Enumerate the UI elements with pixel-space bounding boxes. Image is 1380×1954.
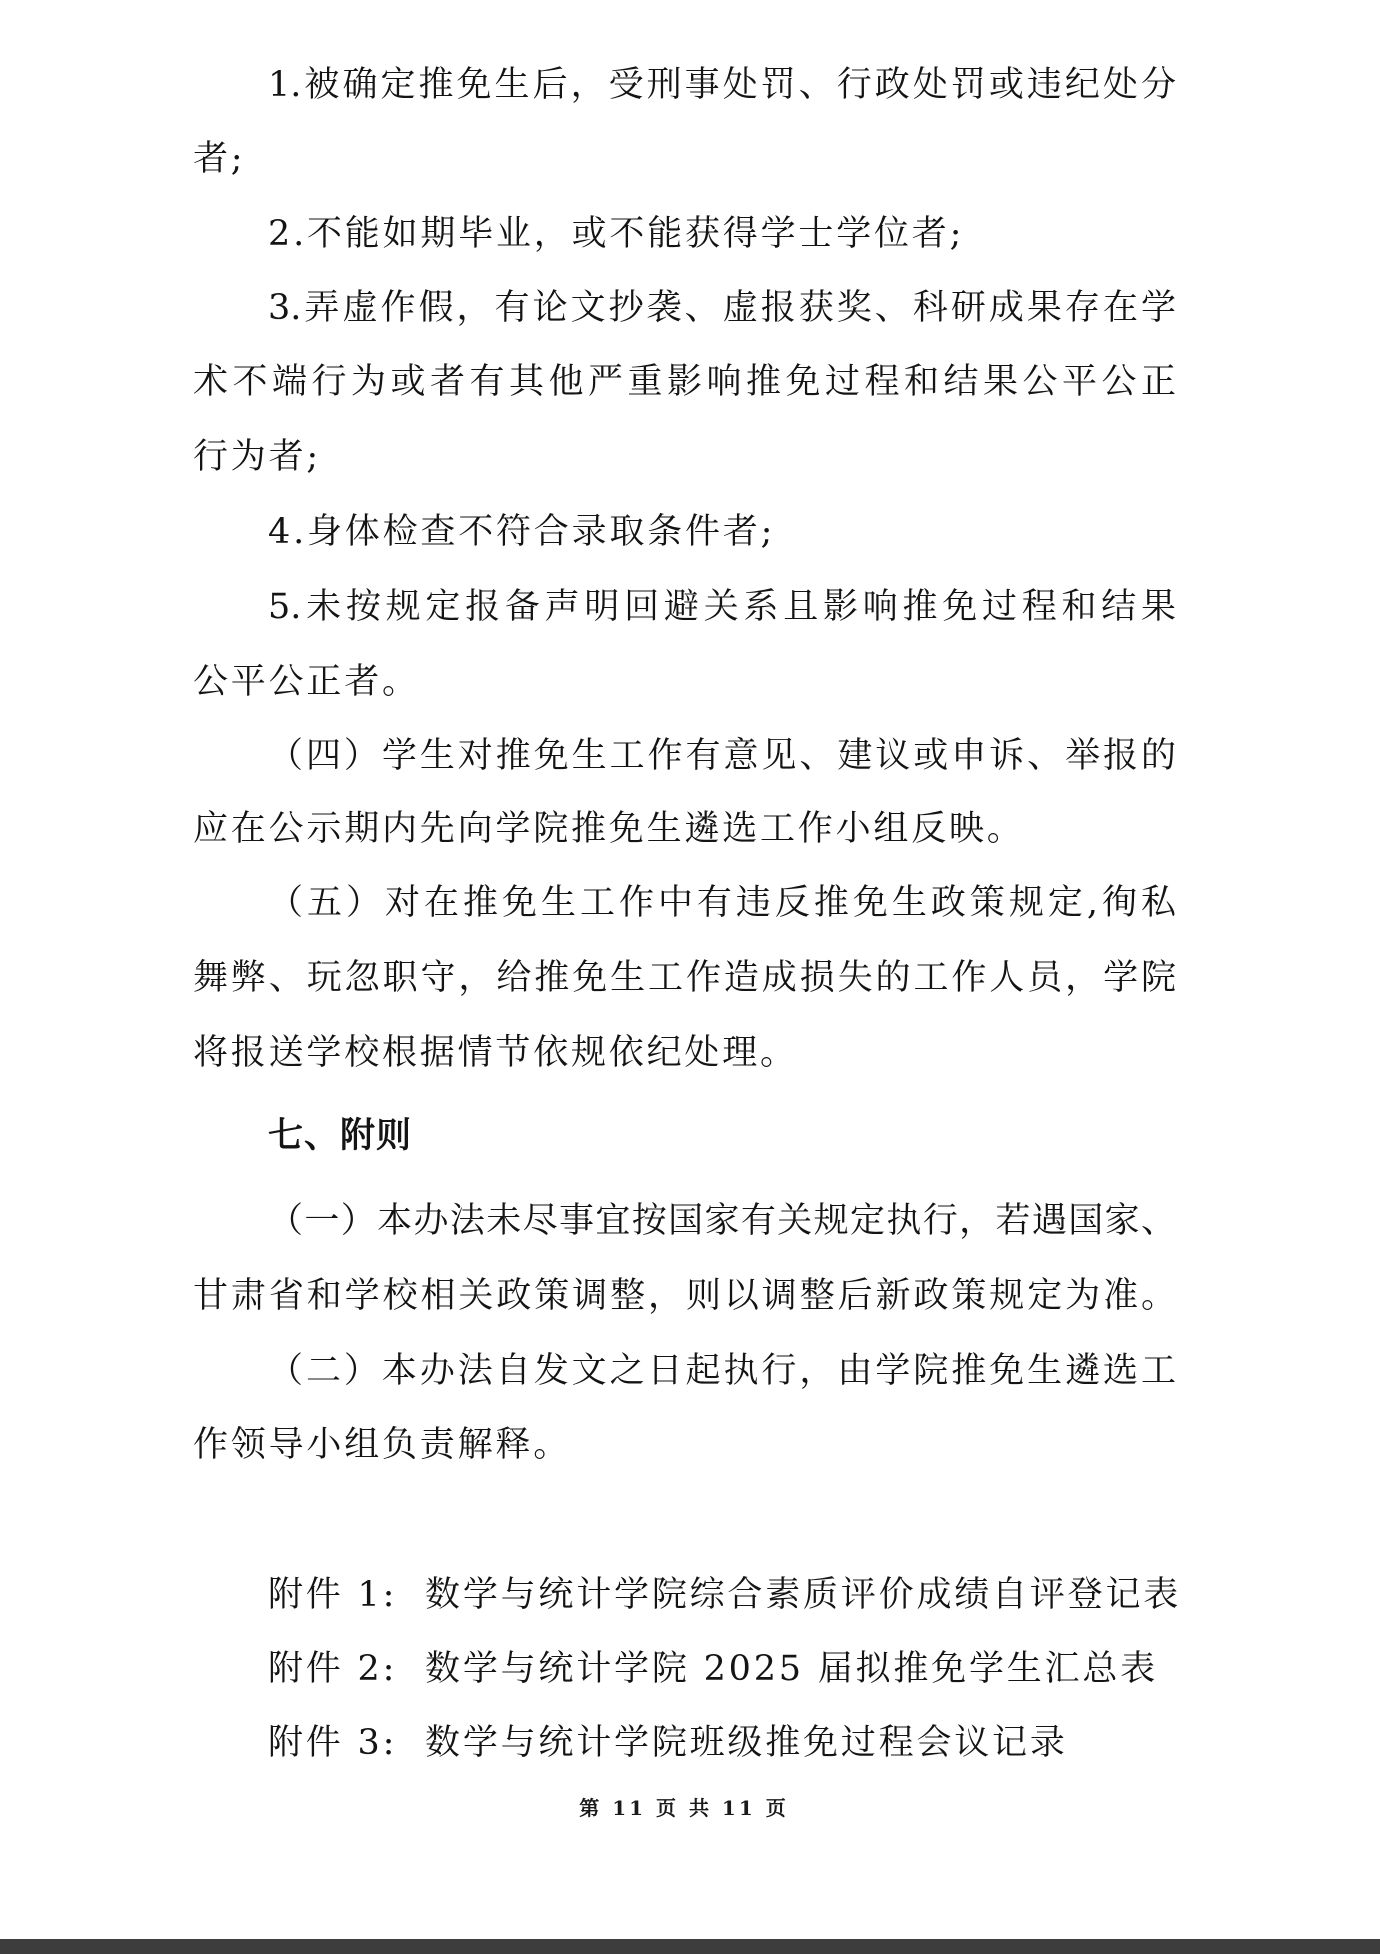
item-5-line-1: 5.未按规定报备声明回避关系且影响推免过程和结果 xyxy=(268,587,1176,627)
clause-5-line-1: （五）对在推免生工作中有违反推免生政策规定,徇私 xyxy=(268,883,1176,923)
clause-4-line-2: 应在公示期内先向学院推免生遴选工作小组反映。 xyxy=(193,809,1025,849)
item-2-line-1: 2.不能如期毕业，或不能获得学士学位者; xyxy=(268,214,965,254)
item-3-line-3: 行为者; xyxy=(193,437,321,477)
item-1-line-1: 1.被确定推免生后，受刑事处罚、行政处罚或违纪处分 xyxy=(268,65,1176,105)
item-1-line-2: 者; xyxy=(193,139,246,179)
clause-5-line-2: 舞弊、玩忽职守，给推免生工作造成损失的工作人员，学院 xyxy=(193,958,1176,998)
supplementary-2-line-2: 作领导小组负责解释。 xyxy=(193,1425,572,1465)
supplementary-1-line-1: （一）本办法未尽事宜按国家有关规定执行，若遇国家、 xyxy=(268,1201,1176,1241)
viewer-bottom-bar xyxy=(0,1939,1380,1954)
supplementary-1-line-2: 甘肃省和学校相关政策调整，则以调整后新政策规定为准。 xyxy=(193,1276,1176,1316)
item-4-line-1: 4.身体检查不符合录取条件者; xyxy=(268,512,776,552)
item-3-line-2: 术不端行为或者有其他严重影响推免过程和结果公平公正 xyxy=(193,362,1176,402)
section-seven-heading: 七、附则 xyxy=(268,1116,413,1156)
page-number-footer: 第 11 页 共 11 页 xyxy=(579,1796,789,1820)
attachment-3: 附件 3: 数学与统计学院班级推免过程会议记录 xyxy=(268,1723,1068,1763)
item-3-line-1: 3.弄虚作假，有论文抄袭、虚报获奖、科研成果存在学 xyxy=(268,288,1176,328)
item-5-line-2: 公平公正者。 xyxy=(193,662,420,702)
supplementary-2-line-1: （二）本办法自发文之日起执行，由学院推免生遴选工 xyxy=(268,1351,1176,1391)
attachment-2: 附件 2: 数学与统计学院 2025 届拟推免学生汇总表 xyxy=(268,1649,1158,1689)
clause-4-line-1: （四）学生对推免生工作有意见、建议或申诉、举报的 xyxy=(268,736,1176,776)
attachment-1: 附件 1: 数学与统计学院综合素质评价成绩自评登记表 xyxy=(268,1575,1182,1615)
clause-5-line-3: 将报送学校根据情节依规依纪处理。 xyxy=(193,1033,798,1073)
